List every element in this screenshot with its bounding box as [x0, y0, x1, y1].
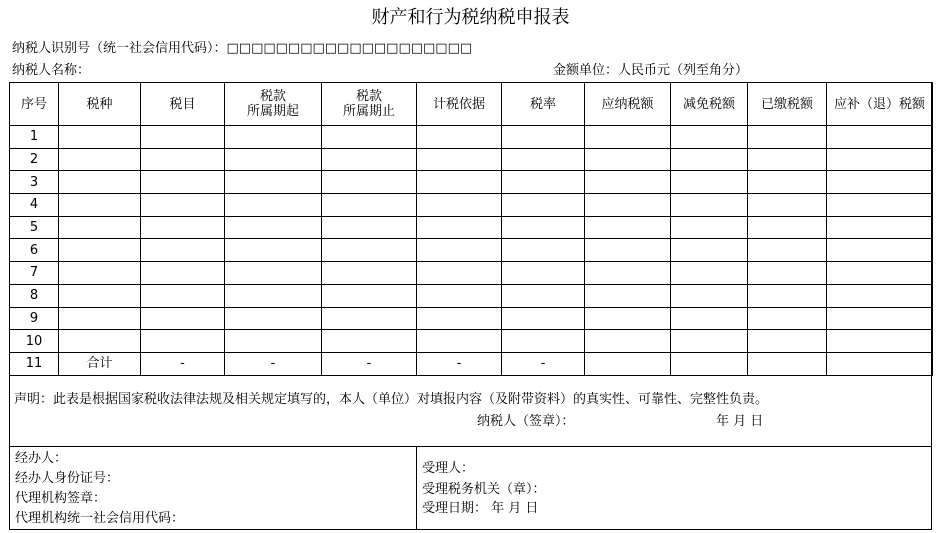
table-cell[interactable] — [141, 262, 225, 285]
handler-field[interactable]: 经办人： — [15, 451, 68, 466]
table-cell[interactable] — [417, 148, 502, 171]
table-cell[interactable] — [225, 284, 322, 307]
table-cell[interactable] — [671, 148, 748, 171]
table-cell[interactable] — [748, 262, 827, 285]
table-cell[interactable] — [141, 307, 225, 330]
table-cell[interactable] — [225, 307, 322, 330]
table-cell[interactable] — [502, 262, 585, 285]
form-title: 财产和行为税纳税申报表 — [371, 7, 570, 28]
table-cell[interactable] — [322, 194, 417, 217]
table-cell[interactable] — [322, 148, 417, 171]
table-cell[interactable] — [748, 171, 827, 194]
table-cell[interactable] — [322, 262, 417, 285]
table-cell[interactable] — [59, 330, 141, 353]
table-cell[interactable] — [502, 284, 585, 307]
table-row — [10, 262, 933, 285]
table-cell[interactable] — [59, 126, 141, 149]
row-number-cell: 8 — [10, 284, 59, 307]
table-cell[interactable]: 合计 — [59, 352, 141, 375]
table-cell[interactable] — [748, 194, 827, 217]
table-cell[interactable] — [585, 239, 671, 262]
column-header: 序号 — [10, 83, 59, 126]
column-header: 税率 — [502, 83, 585, 126]
table-cell[interactable] — [417, 262, 502, 285]
table-cell[interactable] — [585, 262, 671, 285]
table-cell[interactable] — [502, 126, 585, 149]
table-cell[interactable] — [671, 126, 748, 149]
row-number-cell: 11 — [10, 352, 59, 375]
column-header: 税款 所属期起 — [225, 83, 322, 126]
table-header-row — [10, 83, 933, 126]
table-cell[interactable] — [748, 352, 827, 375]
table-cell[interactable] — [141, 284, 225, 307]
row-number-cell: 4 — [10, 194, 59, 217]
table-cell[interactable] — [827, 330, 933, 353]
table-row — [10, 148, 933, 171]
table-cell[interactable] — [585, 148, 671, 171]
taxpayer-name-field[interactable]: 纳税人名称： — [12, 63, 91, 78]
table-cell[interactable] — [225, 239, 322, 262]
table-cell[interactable] — [59, 262, 141, 285]
table-cell[interactable] — [141, 216, 225, 239]
table-cell[interactable] — [322, 216, 417, 239]
table-cell[interactable] — [417, 126, 502, 149]
table-row — [10, 194, 933, 217]
table-cell[interactable] — [417, 307, 502, 330]
table-cell[interactable] — [585, 352, 671, 375]
tax-declaration-table — [9, 82, 933, 376]
column-header: 税种 — [59, 83, 141, 126]
row-number-cell: 3 — [10, 171, 59, 194]
table-cell[interactable] — [417, 284, 502, 307]
table-cell[interactable] — [585, 284, 671, 307]
column-header: 税款 所属期止 — [322, 83, 417, 126]
table-cell[interactable] — [59, 284, 141, 307]
table-cell[interactable] — [59, 216, 141, 239]
table-cell[interactable] — [322, 239, 417, 262]
table-cell[interactable] — [322, 126, 417, 149]
table-cell[interactable] — [827, 352, 933, 375]
row-number-cell: 1 — [10, 126, 59, 149]
amount-unit-label: 金额单位：人民币元（列至角分） — [553, 63, 749, 78]
row-number-cell: 10 — [10, 330, 59, 353]
table-cell[interactable] — [225, 126, 322, 149]
row-number-cell: 2 — [10, 148, 59, 171]
table-cell[interactable] — [748, 307, 827, 330]
table-cell[interactable] — [225, 171, 322, 194]
table-cell[interactable] — [225, 330, 322, 353]
table-cell[interactable]: - — [225, 352, 322, 375]
table-cell[interactable] — [502, 330, 585, 353]
table-cell[interactable] — [585, 307, 671, 330]
table-cell[interactable] — [585, 194, 671, 217]
table-row — [10, 239, 933, 262]
row-number-cell: 6 — [10, 239, 59, 262]
receive-date-field[interactable]: 受理日期： 年 月 日 — [422, 501, 539, 516]
table-cell[interactable]: - — [502, 352, 585, 375]
table-cell[interactable] — [671, 330, 748, 353]
row-number-cell: 7 — [10, 262, 59, 285]
column-header: 已缴税额 — [748, 83, 827, 126]
table-cell[interactable] — [225, 262, 322, 285]
table-row — [10, 352, 933, 375]
signature-date-field[interactable]: 年 月 日 — [716, 414, 764, 429]
column-header: 减免税额 — [671, 83, 748, 126]
table-row — [10, 330, 933, 353]
table-cell[interactable] — [322, 284, 417, 307]
table-cell[interactable] — [827, 126, 933, 149]
table-cell[interactable] — [671, 352, 748, 375]
table-row — [10, 284, 933, 307]
table-cell[interactable] — [141, 330, 225, 353]
table-row — [10, 216, 933, 239]
agency-seal-field[interactable]: 代理机构签章： — [15, 491, 107, 506]
handling-section — [9, 447, 932, 530]
table-cell[interactable] — [141, 148, 225, 171]
table-body — [10, 126, 933, 376]
table-cell[interactable] — [141, 239, 225, 262]
table-row — [10, 171, 933, 194]
table-cell[interactable] — [225, 216, 322, 239]
taxpayer-signature-field[interactable]: 纳税人（签章）： — [477, 414, 575, 429]
table-cell[interactable] — [748, 216, 827, 239]
receiver-field[interactable]: 受理人： — [422, 461, 475, 476]
table-cell[interactable] — [417, 171, 502, 194]
table-cell[interactable] — [322, 171, 417, 194]
table-cell[interactable] — [585, 171, 671, 194]
declaration-section — [9, 373, 932, 447]
table-cell[interactable] — [502, 171, 585, 194]
table-cell[interactable] — [671, 194, 748, 217]
table-cell[interactable] — [827, 284, 933, 307]
table-cell[interactable]: - — [141, 352, 225, 375]
table-cell[interactable] — [59, 307, 141, 330]
table-cell[interactable] — [502, 239, 585, 262]
table-cell[interactable] — [225, 148, 322, 171]
table-cell[interactable] — [827, 194, 933, 217]
taxpayer-id-field[interactable]: 纳税人识别号（统一社会信用代码）：□□□□□□□□□□□□□□□□□□□□ — [12, 41, 473, 56]
table-cell[interactable] — [748, 284, 827, 307]
table-cell[interactable] — [671, 284, 748, 307]
table-cell[interactable] — [585, 330, 671, 353]
receiving-office-field[interactable]: 受理税务机关（章）： — [422, 482, 546, 497]
agency-credit-code-field[interactable]: 代理机构统一社会信用代码： — [15, 511, 185, 526]
table-cell[interactable] — [417, 194, 502, 217]
table-cell[interactable]: - — [322, 352, 417, 375]
table-cell[interactable] — [671, 216, 748, 239]
table-row — [10, 307, 933, 330]
table-cell[interactable] — [827, 239, 933, 262]
row-number-cell: 5 — [10, 216, 59, 239]
table-cell[interactable] — [748, 148, 827, 171]
section-divider — [416, 447, 417, 529]
table-cell[interactable] — [59, 194, 141, 217]
table-cell[interactable] — [417, 330, 502, 353]
table-cell[interactable] — [748, 330, 827, 353]
table-cell[interactable] — [827, 262, 933, 285]
table-cell[interactable] — [827, 307, 933, 330]
table-cell[interactable] — [502, 194, 585, 217]
table-cell[interactable] — [417, 239, 502, 262]
table-cell[interactable] — [671, 239, 748, 262]
declaration-text: 声明：此表是根据国家税收法律法规及相关规定填写的，本人（单位）对填报内容（及附带资料）的真实性、可靠性、完整性负责。 — [14, 392, 769, 407]
table-cell[interactable] — [585, 126, 671, 149]
table-cell[interactable] — [59, 171, 141, 194]
row-number-cell: 9 — [10, 307, 59, 330]
table-cell[interactable] — [417, 216, 502, 239]
table-cell[interactable] — [671, 262, 748, 285]
table-cell[interactable] — [502, 307, 585, 330]
table-cell[interactable] — [827, 171, 933, 194]
table-cell[interactable] — [225, 194, 322, 217]
table-cell[interactable] — [59, 239, 141, 262]
table-cell[interactable] — [141, 194, 225, 217]
column-header: 应纳税额 — [585, 83, 671, 126]
column-header: 应补（退）税额 — [827, 83, 933, 126]
column-header: 税目 — [141, 83, 225, 126]
table-cell[interactable] — [748, 239, 827, 262]
table-cell[interactable] — [322, 330, 417, 353]
table-cell[interactable] — [502, 148, 585, 171]
table-cell[interactable] — [141, 171, 225, 194]
table-cell[interactable] — [827, 148, 933, 171]
table-cell[interactable] — [671, 171, 748, 194]
table-cell[interactable] — [671, 307, 748, 330]
table-row — [10, 126, 933, 149]
table-cell[interactable] — [502, 216, 585, 239]
table-cell[interactable] — [827, 216, 933, 239]
table-cell[interactable] — [141, 126, 225, 149]
table-cell[interactable]: - — [417, 352, 502, 375]
handler-id-field[interactable]: 经办人身份证号： — [15, 471, 120, 486]
table-cell[interactable] — [322, 307, 417, 330]
table-cell[interactable] — [59, 148, 141, 171]
column-header: 计税依据 — [417, 83, 502, 126]
table-cell[interactable] — [748, 126, 827, 149]
table-cell[interactable] — [585, 216, 671, 239]
